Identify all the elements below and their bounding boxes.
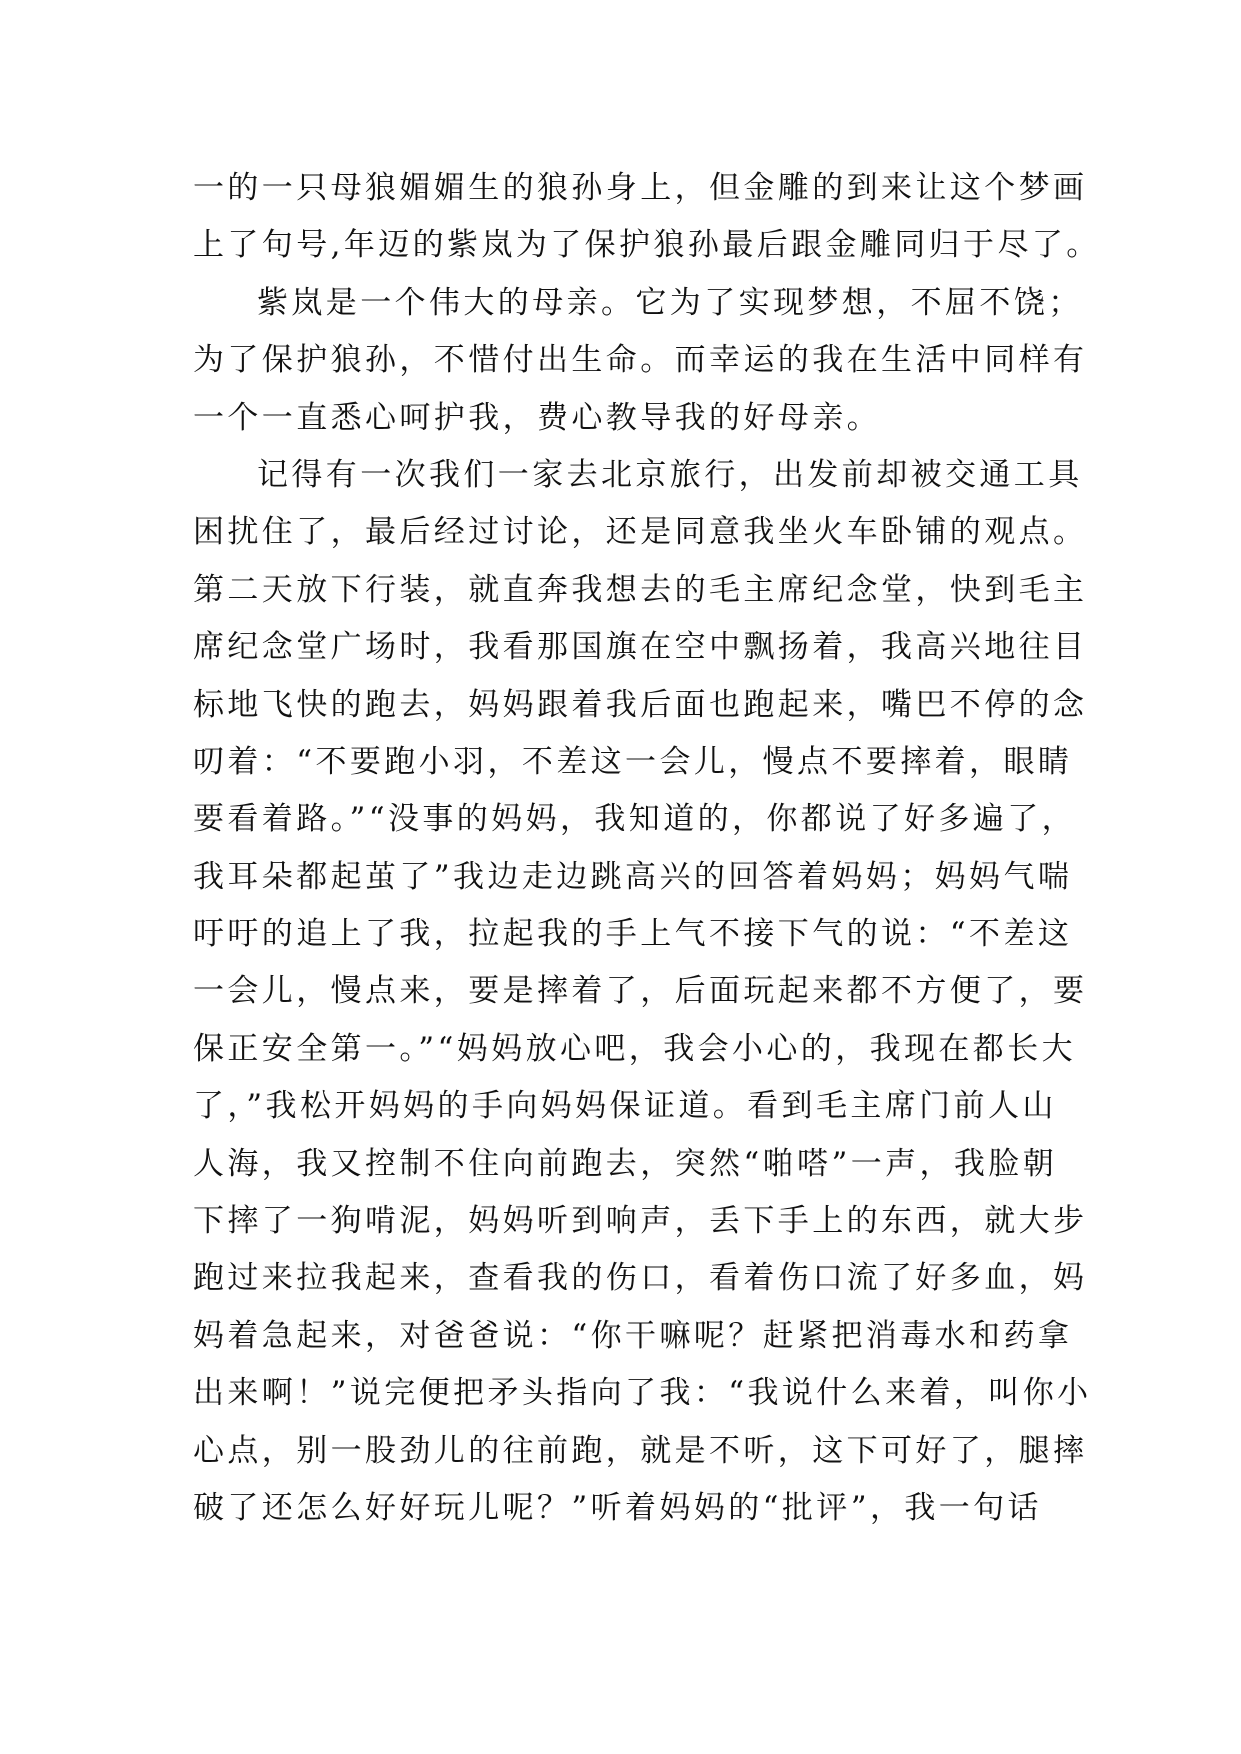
text-line: 第二天放下行装，就直奔我想去的毛主席纪念堂，快到毛主 xyxy=(193,571,1088,608)
text-line: 跑过来拉我起来，查看我的伤口，看着伤口流了好多血，妈 xyxy=(193,1260,1088,1297)
text-line: 席纪念堂广场时，我看那国旗在空中飘扬着，我高兴地往目 xyxy=(193,629,1088,666)
text-line: 标地飞快的跑去，妈妈跟着我后面也跑起来，嘴巴不停的念 xyxy=(193,686,1088,723)
text-line: 要看着路。”“没事的妈妈，我知道的，你都说了好多遍了， xyxy=(193,801,1076,838)
text-line: 一个一直悉心呵护我，费心教导我的好母亲。 xyxy=(193,399,881,436)
text-line: 我耳朵都起茧了”我边走边跳高兴的回答着妈妈；妈妈气喘 xyxy=(193,858,1073,895)
text-line: 为了保护狼孙，不惜付出生命。而幸运的我在生活中同样有 xyxy=(193,342,1088,379)
text-line: 一会儿，慢点来，要是摔着了，后面玩起来都不方便了，要 xyxy=(193,973,1088,1010)
text-line: 了，”我松开妈妈的手向妈妈保证道。看到毛主席门前人山 xyxy=(193,1088,1057,1125)
text-line: 心点，别一股劲儿的往前跑，就是不听，这下可好了，腿摔 xyxy=(193,1432,1088,1469)
text-line: 破了还怎么好好玩儿呢？”听着妈妈的“批评”，我一句话 xyxy=(193,1489,1042,1526)
text-line: 叨着：“不要跑小羽，不差这一会儿，慢点不要摔着，眼睛 xyxy=(193,743,1073,780)
text-line: 一的一只母狼媚媚生的狼孙身上，但金雕的到来让这个梦画 xyxy=(193,170,1088,206)
body-text xyxy=(193,160,1101,1537)
text-line: 妈着急起来，对爸爸说：“你干嘛呢？赶紧把消毒水和药拿 xyxy=(193,1317,1073,1354)
text-line: 记得有一次我们一家去北京旅行，出发前却被交通工具 xyxy=(257,456,1083,493)
text-line: 下摔了一狗啃泥，妈妈听到响声，丢下手上的东西，就大步 xyxy=(193,1203,1088,1240)
text-line: 困扰住了，最后经过讨论，还是同意我坐火车卧铺的观点。 xyxy=(193,514,1088,551)
text-line: 紫岚是一个伟大的母亲。它为了实现梦想，不屈不饶； xyxy=(257,284,1083,321)
text-line: 出来啊！”说完便把矛头指向了我：“我说什么来着，叫你小 xyxy=(193,1375,1092,1412)
text-line: 保正安全第一。”“妈妈放心吧，我会小心的，我现在都长大 xyxy=(193,1030,1076,1067)
text-line: 吁吁的追上了我，拉起我的手上气不接下气的说：“不差这 xyxy=(193,916,1073,953)
text-line: 上了句号,年迈的紫岚为了保护狼孙最后跟金雕同归于尽了。 xyxy=(193,227,1101,264)
text-line: 人海，我又控制不住向前跑去，突然“啪嗒”一声，我脸朝 xyxy=(193,1145,1058,1182)
